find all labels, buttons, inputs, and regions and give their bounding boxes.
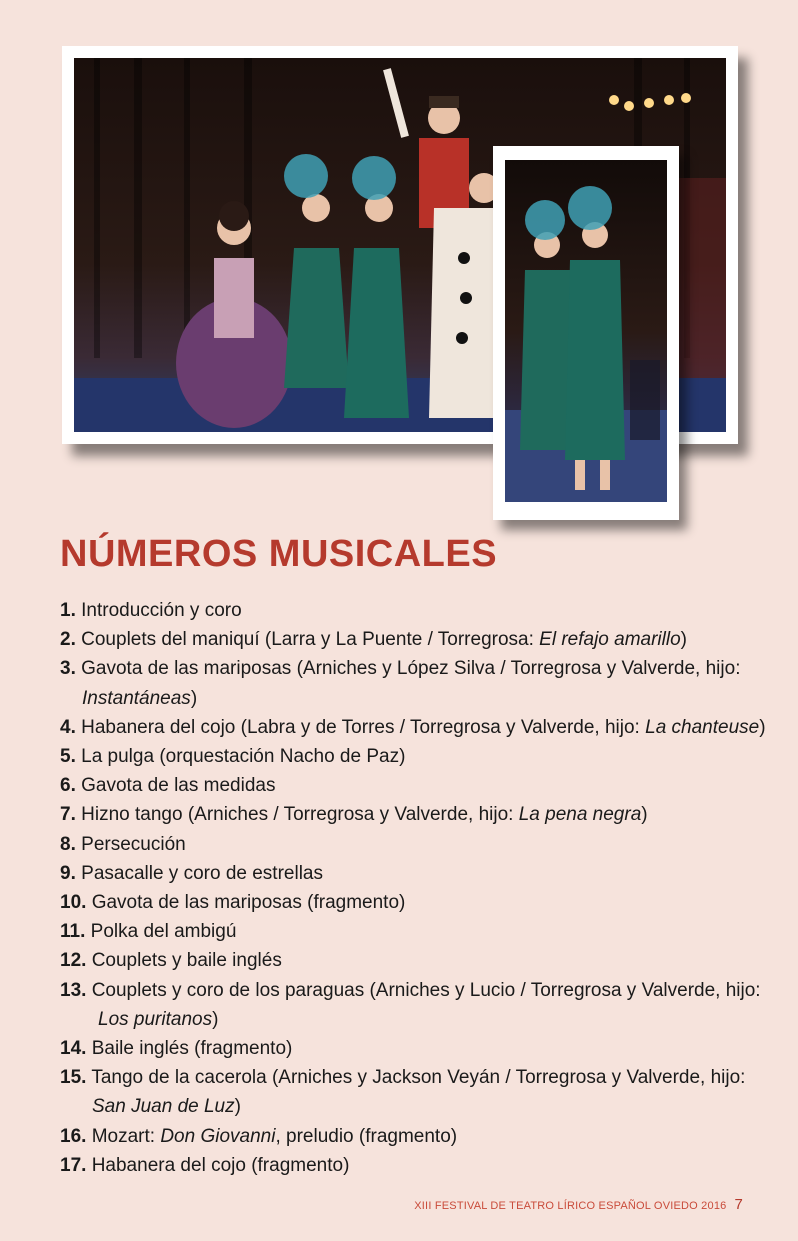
item-text: Mozart: (91, 1125, 161, 1147)
item-number: 12. (60, 950, 87, 972)
item-number: 10. (60, 892, 87, 914)
item-text: Gavota de las mariposas (fragmento) (91, 892, 406, 914)
item-text: Persecución (81, 833, 186, 855)
item-work-title: San Juan de Luz (92, 1096, 235, 1118)
page-title: NÚMEROS MUSICALES (60, 533, 498, 575)
dancers-closeup-illustration (505, 160, 667, 502)
list-item (60, 800, 780, 829)
list-item (60, 654, 780, 712)
item-number: 8. (60, 833, 76, 855)
item-text-end: ) (234, 1096, 241, 1118)
item-continuation (60, 1092, 780, 1121)
item-number: 9. (60, 862, 76, 884)
item-number: 14. (60, 1038, 87, 1060)
page-number: 7 (734, 1196, 743, 1213)
item-text: Couplets del maniquí (Larra y La Puente / Torregrosa: (81, 629, 540, 651)
item-text: Gavota de las medidas (81, 775, 276, 797)
item-text-end: ) (641, 804, 648, 826)
item-text: Couplets y baile inglés (91, 950, 282, 972)
item-text: Hizno tango (Arniches / Torregrosa y Valverde, hijo: (81, 804, 519, 826)
item-text: Gavota de las mariposas (Arniches y López Silva / Torregrosa y Valverde, hijo: (81, 658, 741, 680)
list-item (60, 1151, 780, 1180)
list-item (60, 830, 780, 859)
item-number: 4. (60, 716, 76, 738)
item-number: 1. (60, 600, 76, 621)
item-text-end: ) (680, 629, 687, 651)
item-work-title: La pena negra (518, 804, 642, 826)
item-text-end: ) (759, 716, 766, 738)
item-number: 11. (60, 921, 86, 943)
item-text-end: ) (190, 687, 198, 709)
list-item (60, 742, 780, 771)
list-item (60, 625, 780, 654)
item-number: 6. (60, 775, 76, 797)
list-item (60, 976, 780, 1034)
item-work-title: El refajo amarillo (539, 629, 681, 651)
item-number: 15. (60, 1067, 87, 1089)
item-text: Baile inglés (fragmento) (91, 1038, 293, 1060)
list-item (60, 596, 780, 625)
musical-numbers-list (60, 596, 780, 1180)
item-number: 17. (60, 1154, 87, 1176)
item-text: Polka del ambigú (90, 921, 237, 943)
item-text: Tango de la cacerola (Arniches y Jackson Veyán / Torregrosa y Valverde, hijo: (91, 1067, 746, 1089)
stage-photo-small (493, 146, 679, 520)
list-item (60, 888, 780, 917)
item-number: 13. (60, 979, 87, 1001)
item-number: 2. (60, 629, 76, 651)
item-number: 16. (60, 1125, 87, 1147)
item-text: Introducción y coro (81, 600, 242, 621)
list-item (60, 1034, 780, 1063)
list-item (60, 917, 780, 946)
item-work-title: Instantáneas (82, 687, 191, 709)
item-work-title: La chanteuse (645, 716, 760, 738)
item-text: Pasacalle y coro de estrellas (81, 862, 323, 884)
item-text-end: , preludio (fragmento) (275, 1125, 458, 1147)
list-item (60, 1122, 780, 1151)
item-text: Habanera del cojo (Labra y de Torres / Torregrosa y Valverde, hijo: (81, 716, 646, 738)
item-number: 7. (60, 804, 76, 826)
item-continuation (60, 1005, 780, 1034)
item-work-title: Don Giovanni (160, 1125, 276, 1147)
item-text: Habanera del cojo (fragmento) (91, 1154, 350, 1176)
item-text-end: ) (212, 1008, 219, 1030)
list-item (60, 1063, 780, 1121)
item-continuation (60, 684, 780, 713)
list-item (60, 946, 780, 975)
item-text: La pulga (orquestación Nacho de Paz) (81, 746, 406, 768)
list-item (60, 771, 780, 800)
page-footer (414, 1196, 743, 1213)
item-number: 3. (60, 658, 76, 680)
item-text: Couplets y coro de los paraguas (Arniches y Lucio / Torregrosa y Valverde, hijo: (91, 979, 761, 1001)
item-work-title: Los puritanos (98, 1008, 213, 1030)
stage-photo-small-image (505, 160, 667, 502)
festival-name: XIII FESTIVAL DE TEATRO LÍRICO ESPAÑOL OVIEDO 2016 (414, 1200, 727, 1212)
list-item (60, 859, 780, 888)
list-item (60, 713, 780, 742)
item-number: 5. (60, 746, 76, 768)
